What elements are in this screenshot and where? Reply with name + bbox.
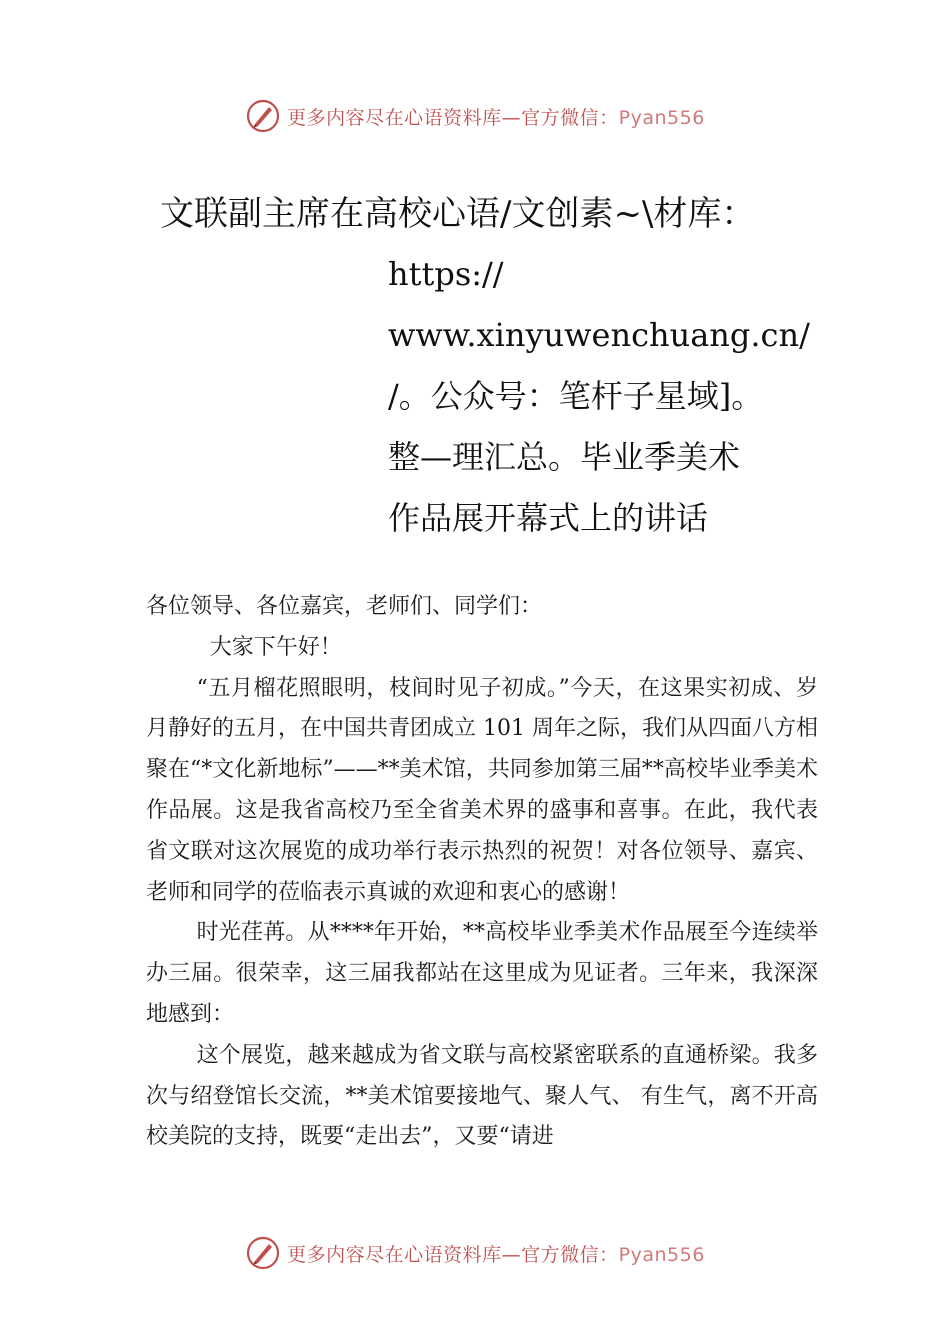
title-block	[388, 244, 818, 549]
banner-text: 更多内容尽在心语资料库—官方微信：Pyan556	[287, 1243, 705, 1266]
footer-banner	[0, 1233, 950, 1273]
wechat-id: Pyan556	[618, 106, 705, 129]
title-line-6: 作品展开幕式上的讲话	[388, 499, 709, 537]
pen-logo-icon	[245, 1235, 281, 1271]
paragraph-2: 时光荏苒。从****年开始，**高校毕业季美术作品展至今连续举办三届。很荣幸，这三届我都站在这里成为见证者。三年来，我深深地感到：	[146, 920, 818, 1027]
speech-body	[146, 587, 818, 1158]
title-line-3: www.xinyuwenchuang.cn/	[388, 316, 810, 354]
salutation: 各位领导、各位嘉宾，老师们、同学们：	[146, 594, 543, 619]
title-line-1: 文联副主席在高校心语/文创素~\材库：	[160, 194, 756, 234]
title-line-2: https://	[388, 255, 504, 293]
greeting: 大家下午好！	[209, 634, 342, 660]
title-line-5: 整—理汇总。毕业季美术	[388, 438, 741, 476]
header-banner	[0, 96, 950, 136]
title-line-4: /。公众号：笔杆子星域]。	[388, 377, 764, 415]
paragraph-3: 这个展览，越来越成为省文联与高校紧密联系的直通桥梁。我多次与绍登馆长交流，**美术馆要接地气、聚人气、 有生气，离不开高校美院的支持，既要“走出去”，又要“请进	[146, 1042, 818, 1150]
paragraph-1: “五月榴花照眼明，枝间时见子初成。”今天，在这果实初成、岁月静好的五月，在中国共青团成立 101 周年之际，我们从四面八方相聚在“*文化新地标”——**美术馆，共同参加第三届**高校毕业季美术作品展。这是我省高校乃至全省美术界的盛事和喜事。在此，我代表省文联对这次展览的成功举行表示热烈的祝贺！对各位领导、嘉宾、老师和同学的莅临表示真诚的欢迎和衷心的感谢！	[146, 675, 818, 905]
pen-logo-icon	[245, 98, 281, 134]
banner-text: 更多内容尽在心语资料库—官方微信：Pyan556	[287, 106, 705, 129]
wechat-id: Pyan556	[618, 1243, 705, 1266]
